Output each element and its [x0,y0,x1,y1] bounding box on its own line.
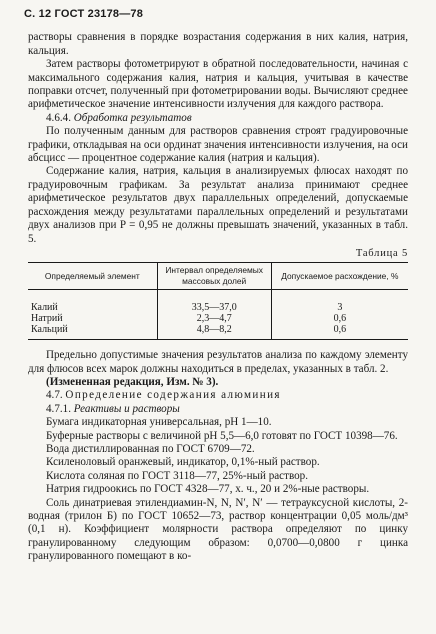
reagent-item: Вода дистиллированная по ГОСТ 6709—72. [46,442,255,455]
reagent-item: Бумага индикаторная универсальная, рН 1—10. [46,416,272,429]
reagent-item: Натрия гидроокись по ГОСТ 4328—77, х. ч., 20 и 2%-ные растворы. [46,483,370,496]
table-5 [28,262,408,340]
table-row [28,289,408,313]
table-cell: Калий [31,301,58,313]
table-header-cell: Допускаемое расхождение, % [271,263,408,289]
table-caption: Таблица 5 [355,247,408,259]
section-title: Обработка результатов [73,111,192,124]
table-cell: 0,6 [271,324,408,340]
table-cell: 2,3—4,7 [157,313,271,324]
paragraph: растворы сравнения в порядке возрастания содержания в них калия, натрия, кальция. [28,31,408,57]
table-cell: 33,5—37,0 [157,289,271,313]
table-cell: 3 [271,289,408,313]
reagent-item: Ксиленоловый оранжевый, индикатор, 0,1%-ный раствор. [46,456,320,469]
section-heading-4-7 [28,389,408,402]
section-number: 4.6.4. [46,111,71,124]
table-header-cell: Определяемый элемент [28,263,157,289]
section-title: Реактивы и растворы [73,402,180,415]
table-row [28,313,408,324]
section-number: 4.7.1. [46,402,71,415]
amendment-text: (Измененная редакция, Изм. № 3). [46,375,219,388]
table-cell: Натрий [31,312,63,324]
page-header: С. 12 ГОСТ 23178—78 [24,8,144,20]
table-cell: Кальций [28,324,157,340]
reagent-item: Кислота соляная по ГОСТ 3118—77, 25%-ный раствор. [46,469,308,482]
table-row [28,324,408,340]
reagent-item: Соль динатриевая этилендиамин-N, N, N′, N′ — тетрауксусной кислоты, 2-водная (трилон Б) по ГОСТ 10652—73, раствор концентрации 0,05 моль/дм³ (0,1 н). Коэффициент молярности раствора определяют по цинку гранулированному следующим образом: 0,0700—0,0800 г цинка гранулированного помещают в ко- [28,496,408,563]
table-cell: 4,8—8,2 [157,324,271,340]
section-number: 4.7. [46,389,63,402]
section-title: Определение содержания алюминия [65,389,281,402]
table-header-row [28,263,408,289]
table-header-cell: Интервал определяемых массовых долей [157,263,271,289]
paragraph: По полученным данным для растворов сравнения строят градуировочные графики, откладывая на оси ординат значения интенсивности излучения, на оси абсцисс — процентное содержание калия (натрия и кальция). [28,125,408,165]
section-heading-4-7-1 [28,403,408,416]
table-cell: 0,6 [271,313,408,324]
section-heading-4-6-4 [28,112,408,125]
paragraph: Содержание калия, натрия, кальция в анализируемых флюсах находят по градуировочным графикам. За результат анализа принимают среднее арифметическое результатов двух параллельных определений, допускаемые расхождения между результатами параллельных определений и результатами двух анализов при P = 0,95 не должны превышать значений, указанных в табл. 5. [28,165,408,245]
reagent-item: Буферные растворы с величиной рН 5,5—6,0 готовят по ГОСТ 10398—76. [46,429,398,442]
amendment-note [28,376,408,389]
paragraph: Предельно допустимые значения результатов анализа по каждому элементу для флюсов всех марок должны находиться в пределах, указанных в табл. 2. [28,349,408,375]
paragraph: Затем растворы фотометрируют в обратной последовательности, начиная с максимального содержания калия, натрия и кальция, учитывая в качестве поправки отсчет, полученный при фотометрировании воды. Вычисляют среднее арифметическое значение интенсивности излучения для каждого раствора. [28,58,408,111]
